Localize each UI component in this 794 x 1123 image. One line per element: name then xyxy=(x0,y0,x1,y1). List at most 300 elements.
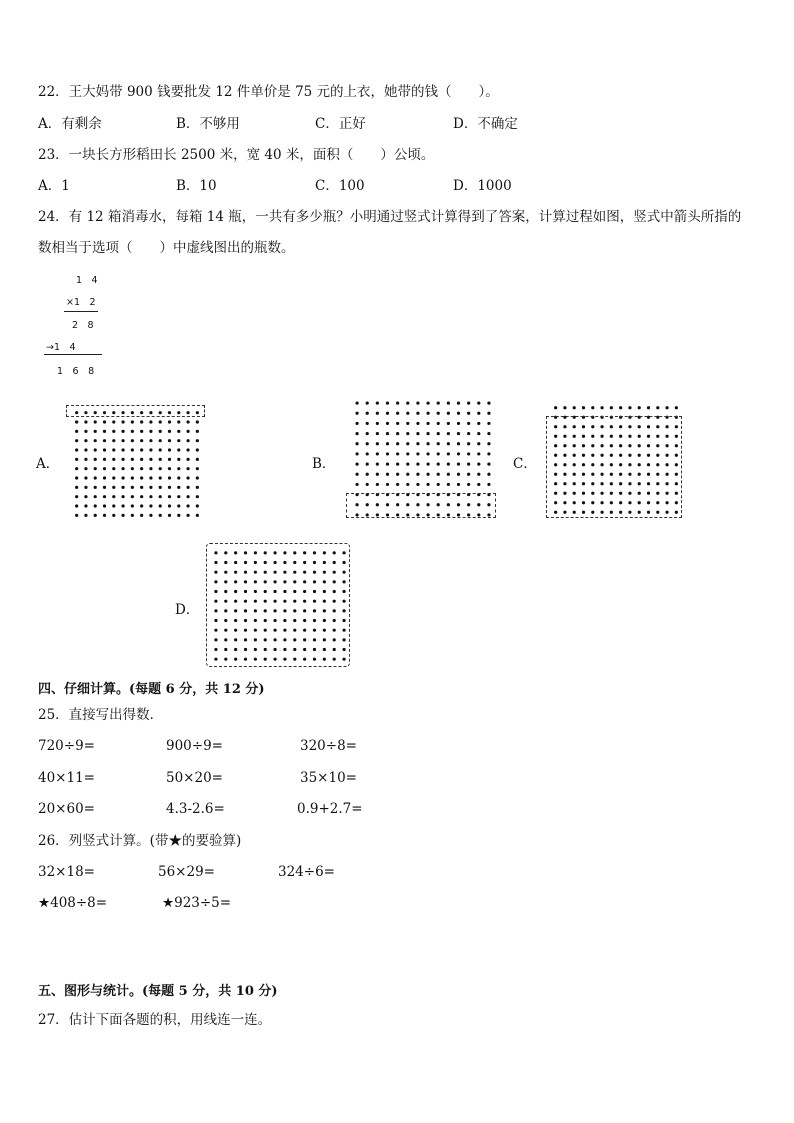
bottle-dot xyxy=(84,476,87,479)
bottle-dot xyxy=(366,452,369,455)
bottle-dot xyxy=(457,452,460,455)
bottle-dot xyxy=(396,483,399,486)
bottle-dot xyxy=(416,483,419,486)
bottle-dot xyxy=(149,476,152,479)
q22-stem: 22．王大妈带 900 钱要批发 12 件单价是 75 元的上衣，她带的钱（ ）。 xyxy=(38,84,499,100)
bottle-dot xyxy=(467,422,470,425)
bottle-dot xyxy=(159,420,162,423)
bottle-dot xyxy=(477,412,480,415)
bottle-dot xyxy=(75,476,78,479)
bottle-dot xyxy=(457,412,460,415)
bottle-dot xyxy=(406,462,409,465)
bottle-dot xyxy=(131,458,134,461)
bottle-dot xyxy=(426,412,429,415)
bottle-dot xyxy=(131,486,134,489)
bottle-dot xyxy=(168,514,171,517)
q22-option-d[interactable]: D．不确定 xyxy=(453,116,518,132)
bottle-dot xyxy=(355,432,358,435)
q26-item: ★408÷8= xyxy=(38,895,108,911)
bottle-dot xyxy=(437,412,440,415)
bottle-dot xyxy=(406,483,409,486)
q23-option-b[interactable]: B．10 xyxy=(176,178,217,194)
bottle-dot xyxy=(573,406,576,409)
bottle-dot xyxy=(84,458,87,461)
bottle-dot xyxy=(159,467,162,470)
bottle-dot xyxy=(477,432,480,435)
bottle-dot xyxy=(140,504,143,507)
bottle-dot xyxy=(168,458,171,461)
bottle-dot xyxy=(103,504,106,507)
bottle-dot xyxy=(376,452,379,455)
bottle-dot xyxy=(647,406,650,409)
bottle-dot xyxy=(457,462,460,465)
bottle-dot xyxy=(103,448,106,451)
bottle-dot xyxy=(355,473,358,476)
bottle-dot xyxy=(386,432,389,435)
bottle-dot xyxy=(416,462,419,465)
bottle-dot xyxy=(447,473,450,476)
bottle-dot xyxy=(477,462,480,465)
bottle-dot xyxy=(196,504,199,507)
bottle-dot xyxy=(487,401,490,404)
bottle-dot xyxy=(168,439,171,442)
bottle-dot xyxy=(131,495,134,498)
bottle-dot xyxy=(447,442,450,445)
bottle-dot xyxy=(619,406,622,409)
bottle-dot xyxy=(467,452,470,455)
bottle-dot xyxy=(396,452,399,455)
q22-option-a[interactable]: A．有剩余 xyxy=(38,116,102,132)
bottle-dot xyxy=(457,401,460,404)
bottle-dot xyxy=(112,486,115,489)
bottle-dot xyxy=(355,401,358,404)
bottle-dot xyxy=(582,406,585,409)
bottle-dot xyxy=(121,430,124,433)
bottle-dot xyxy=(121,476,124,479)
bottle-dot xyxy=(177,439,180,442)
bottle-dot xyxy=(140,476,143,479)
bottle-dot xyxy=(437,422,440,425)
bottle-dot xyxy=(84,514,87,517)
bottle-dot xyxy=(457,442,460,445)
bottle-dot xyxy=(406,432,409,435)
bottle-dot xyxy=(447,422,450,425)
bottle-dot xyxy=(121,504,124,507)
bottle-dot xyxy=(426,473,429,476)
vertical-row-1: 1 4 xyxy=(76,275,98,286)
q25-item: 0.9+2.7= xyxy=(297,801,363,817)
bottle-dot xyxy=(386,483,389,486)
bottle-dot xyxy=(112,467,115,470)
bottle-dot xyxy=(467,483,470,486)
bottle-dot xyxy=(186,430,189,433)
bottle-dot xyxy=(366,412,369,415)
bottle-dot xyxy=(487,473,490,476)
bottle-dot xyxy=(457,422,460,425)
bottle-dot xyxy=(149,458,152,461)
bottle-dot xyxy=(396,442,399,445)
bottle-dot xyxy=(196,458,199,461)
bottle-dot xyxy=(75,458,78,461)
bottle-dot xyxy=(477,483,480,486)
dashed-highlight-d xyxy=(206,543,350,667)
bottle-dot xyxy=(406,422,409,425)
bottle-dot xyxy=(168,504,171,507)
bottle-dot xyxy=(112,504,115,507)
bottle-dot xyxy=(406,473,409,476)
bottle-dot xyxy=(467,462,470,465)
bottle-dot xyxy=(103,514,106,517)
bottle-dot xyxy=(131,467,134,470)
vertical-row-5: 1 6 8 xyxy=(57,366,95,377)
bottle-dot xyxy=(168,476,171,479)
dot-grid-a xyxy=(72,408,202,520)
bottle-dot xyxy=(355,442,358,445)
bottle-dot xyxy=(437,432,440,435)
bottle-dot xyxy=(112,448,115,451)
bottle-dot xyxy=(131,439,134,442)
bottle-dot xyxy=(366,483,369,486)
q24-option-d-label[interactable]: D． xyxy=(175,602,200,618)
bottle-dot xyxy=(665,406,668,409)
bottle-dot xyxy=(140,420,143,423)
bottle-dot xyxy=(416,412,419,415)
bottle-dot xyxy=(149,514,152,517)
bottle-dot xyxy=(467,412,470,415)
bottle-dot xyxy=(366,442,369,445)
bottle-dot xyxy=(447,412,450,415)
bottle-dot xyxy=(376,442,379,445)
bottle-dot xyxy=(396,473,399,476)
bottle-dot xyxy=(437,483,440,486)
bottle-dot xyxy=(355,412,358,415)
bottle-dot xyxy=(416,452,419,455)
bottle-dot xyxy=(75,467,78,470)
bottle-dot xyxy=(121,458,124,461)
q26-item: 324÷6= xyxy=(278,864,335,880)
bottle-dot xyxy=(196,486,199,489)
bottle-dot xyxy=(131,430,134,433)
q23-option-c[interactable]: C．100 xyxy=(315,178,365,194)
bottle-dot xyxy=(149,504,152,507)
bottle-dot xyxy=(426,401,429,404)
bottle-dot xyxy=(366,432,369,435)
q25-item: 20×60= xyxy=(38,801,95,817)
bottle-dot xyxy=(121,448,124,451)
q25-item: 50×20= xyxy=(166,770,223,786)
bottle-dot xyxy=(121,514,124,517)
bottle-dot xyxy=(426,432,429,435)
bottle-dot xyxy=(159,448,162,451)
bottle-dot xyxy=(186,495,189,498)
bottle-dot xyxy=(84,420,87,423)
bottle-dot xyxy=(177,495,180,498)
bottle-dot xyxy=(477,401,480,404)
bottle-dot xyxy=(140,430,143,433)
bottle-dot xyxy=(376,432,379,435)
dot-grid-svg xyxy=(72,408,202,520)
q25-item: 320÷8= xyxy=(300,738,357,754)
bottle-dot xyxy=(168,420,171,423)
bottle-dot xyxy=(196,514,199,517)
bottle-dot xyxy=(406,452,409,455)
bottle-dot xyxy=(177,476,180,479)
bottle-dot xyxy=(376,462,379,465)
bottle-dot xyxy=(159,504,162,507)
bottle-dot xyxy=(94,514,97,517)
bottle-dot xyxy=(75,486,78,489)
bottle-dot xyxy=(186,476,189,479)
bottle-dot xyxy=(610,406,613,409)
bottle-dot xyxy=(103,495,106,498)
bottle-dot xyxy=(121,495,124,498)
bottle-dot xyxy=(84,495,87,498)
bottle-dot xyxy=(437,473,440,476)
bottle-dot xyxy=(140,514,143,517)
bottle-dot xyxy=(628,406,631,409)
bottle-dot xyxy=(186,504,189,507)
bottle-dot xyxy=(75,514,78,517)
bottle-dot xyxy=(140,439,143,442)
q26-item: 32×18= xyxy=(38,864,95,880)
bottle-dot xyxy=(487,483,490,486)
bottle-dot xyxy=(467,473,470,476)
bottle-dot xyxy=(554,406,557,409)
bottle-dot xyxy=(177,448,180,451)
bottle-dot xyxy=(416,432,419,435)
bottle-dot xyxy=(159,458,162,461)
bottle-dot xyxy=(149,430,152,433)
bottle-dot xyxy=(186,439,189,442)
bottle-dot xyxy=(366,401,369,404)
q23-stem: 23．一块长方形稻田长 2500 米，宽 40 米，面积（ ）公顷。 xyxy=(38,147,435,163)
bottle-dot xyxy=(656,406,659,409)
bottle-dot xyxy=(386,422,389,425)
q25-item: 4.3-2.6= xyxy=(166,801,225,817)
dashed-highlight-c xyxy=(546,416,682,518)
bottle-dot xyxy=(386,473,389,476)
bottle-dot xyxy=(675,406,678,409)
bottle-dot xyxy=(84,439,87,442)
bottle-dot xyxy=(186,420,189,423)
bottle-dot xyxy=(140,458,143,461)
bottle-dot xyxy=(112,420,115,423)
q25-stem: 25．直接写出得数． xyxy=(38,707,164,723)
bottle-dot xyxy=(396,462,399,465)
bottle-dot xyxy=(406,442,409,445)
q24-option-b-label[interactable]: B． xyxy=(312,456,336,472)
bottle-dot xyxy=(168,486,171,489)
bottle-dot xyxy=(94,430,97,433)
bottle-dot xyxy=(426,452,429,455)
bottle-dot xyxy=(487,462,490,465)
bottle-dot xyxy=(84,467,87,470)
bottle-dot xyxy=(177,504,180,507)
bottle-dot xyxy=(366,462,369,465)
bottle-dot xyxy=(112,430,115,433)
q23-option-d[interactable]: D．1000 xyxy=(453,178,512,194)
bottle-dot xyxy=(159,476,162,479)
bottle-dot xyxy=(168,467,171,470)
q24-option-a-label[interactable]: A． xyxy=(36,456,60,472)
bottle-dot xyxy=(376,401,379,404)
vertical-row-3: 2 8 xyxy=(72,320,94,331)
bottle-dot xyxy=(196,420,199,423)
bottle-dot xyxy=(376,412,379,415)
bottle-dot xyxy=(447,462,450,465)
bottle-dot xyxy=(186,448,189,451)
bottle-dot xyxy=(477,473,480,476)
bottle-dot xyxy=(140,495,143,498)
bottle-dot xyxy=(121,439,124,442)
bottle-dot xyxy=(437,401,440,404)
bottle-dot xyxy=(131,504,134,507)
bottle-dot xyxy=(437,452,440,455)
q24-stem-line1: 24．有 12 箱消毒水，每箱 14 瓶，一共有多少瓶？小明通过竖式计算得到了答案，计算过程如图，竖式中箭头所指的 xyxy=(38,209,742,225)
bottle-dot xyxy=(196,467,199,470)
bottle-dot xyxy=(426,462,429,465)
bottle-dot xyxy=(487,412,490,415)
bottle-dot xyxy=(406,401,409,404)
bottle-dot xyxy=(477,452,480,455)
bottle-dot xyxy=(103,476,106,479)
bottle-dot xyxy=(75,439,78,442)
vertical-row-2: ×1 2 xyxy=(66,297,96,308)
bottle-dot xyxy=(149,420,152,423)
bottle-dot xyxy=(149,467,152,470)
bottle-dot xyxy=(386,462,389,465)
bottle-dot xyxy=(355,462,358,465)
bottle-dot xyxy=(457,483,460,486)
bottle-dot xyxy=(355,452,358,455)
bottle-dot xyxy=(396,422,399,425)
bottle-dot xyxy=(376,483,379,486)
bottle-dot xyxy=(600,406,603,409)
dashed-highlight-a xyxy=(66,405,205,417)
bottle-dot xyxy=(75,495,78,498)
bottle-dot xyxy=(447,483,450,486)
bottle-dot xyxy=(426,422,429,425)
bottle-dot xyxy=(159,486,162,489)
q27-stem: 27．估计下面各题的积，用线连一连。 xyxy=(38,1012,272,1028)
bottle-dot xyxy=(416,401,419,404)
bottle-dot xyxy=(94,467,97,470)
bottle-dot xyxy=(140,467,143,470)
bottle-dot xyxy=(416,422,419,425)
bottle-dot xyxy=(366,473,369,476)
bottle-dot xyxy=(112,458,115,461)
bottle-dot xyxy=(84,430,87,433)
bottle-dot xyxy=(131,476,134,479)
bottle-dot xyxy=(149,439,152,442)
section-5-title: 五、图形与统计。(每题 5 分，共 10 分) xyxy=(38,984,278,999)
bottle-dot xyxy=(103,467,106,470)
bottle-dot xyxy=(487,432,490,435)
bottle-dot xyxy=(94,495,97,498)
bottle-dot xyxy=(75,504,78,507)
bottle-dot xyxy=(103,420,106,423)
bottle-dot xyxy=(159,495,162,498)
bottle-dot xyxy=(140,448,143,451)
bottle-dot xyxy=(168,430,171,433)
q26-item: 56×29= xyxy=(158,864,215,880)
q23-option-a[interactable]: A．1 xyxy=(38,178,70,194)
bottle-dot xyxy=(75,420,78,423)
bottle-dot xyxy=(84,504,87,507)
bottle-dot xyxy=(177,467,180,470)
bottle-dot xyxy=(159,439,162,442)
bottle-dot xyxy=(75,430,78,433)
bottle-dot xyxy=(196,439,199,442)
bottle-dot xyxy=(426,442,429,445)
q24-option-c-label[interactable]: C． xyxy=(513,456,537,472)
bottle-dot xyxy=(94,486,97,489)
bottle-dot xyxy=(376,473,379,476)
bottle-dot xyxy=(149,448,152,451)
q22-option-b[interactable]: B．不够用 xyxy=(176,116,240,132)
bottle-dot xyxy=(355,483,358,486)
bottle-dot xyxy=(94,448,97,451)
vertical-line-2 xyxy=(44,354,102,355)
bottle-dot xyxy=(447,432,450,435)
bottle-dot xyxy=(396,401,399,404)
bottle-dot xyxy=(75,448,78,451)
bottle-dot xyxy=(437,462,440,465)
bottle-dot xyxy=(467,432,470,435)
bottle-dot xyxy=(103,430,106,433)
bottle-dot xyxy=(186,458,189,461)
bottle-dot xyxy=(131,448,134,451)
bottle-dot xyxy=(186,467,189,470)
bottle-dot xyxy=(487,452,490,455)
bottle-dot xyxy=(177,430,180,433)
bottle-dot xyxy=(563,406,566,409)
bottle-dot xyxy=(177,486,180,489)
dashed-highlight-b xyxy=(346,493,496,518)
bottle-dot xyxy=(386,401,389,404)
q25-item: 720÷9= xyxy=(38,738,95,754)
bottle-dot xyxy=(131,420,134,423)
bottle-dot xyxy=(457,473,460,476)
bottle-dot xyxy=(84,448,87,451)
bottle-dot xyxy=(447,452,450,455)
bottle-dot xyxy=(457,432,460,435)
bottle-dot xyxy=(386,442,389,445)
bottle-dot xyxy=(467,401,470,404)
bottle-dot xyxy=(177,458,180,461)
bottle-dot xyxy=(84,486,87,489)
bottle-dot xyxy=(103,439,106,442)
bottle-dot xyxy=(177,514,180,517)
bottle-dot xyxy=(131,514,134,517)
bottle-dot xyxy=(168,448,171,451)
bottle-dot xyxy=(186,486,189,489)
bottle-dot xyxy=(196,495,199,498)
q26-stem: 26．列竖式计算。(带★的要验算) xyxy=(38,833,242,849)
bottle-dot xyxy=(94,458,97,461)
q25-item: 900÷9= xyxy=(166,738,223,754)
q22-option-c[interactable]: C．正好 xyxy=(315,116,366,132)
bottle-dot xyxy=(447,401,450,404)
bottle-dot xyxy=(112,495,115,498)
q24-stem-line2: 数相当于选项（ ）中虚线图出的瓶数。 xyxy=(38,240,295,256)
bottle-dot xyxy=(112,476,115,479)
bottle-dot xyxy=(196,448,199,451)
bottle-dot xyxy=(196,430,199,433)
bottle-dot xyxy=(94,476,97,479)
bottle-dot xyxy=(487,442,490,445)
vertical-line-1 xyxy=(64,311,98,312)
